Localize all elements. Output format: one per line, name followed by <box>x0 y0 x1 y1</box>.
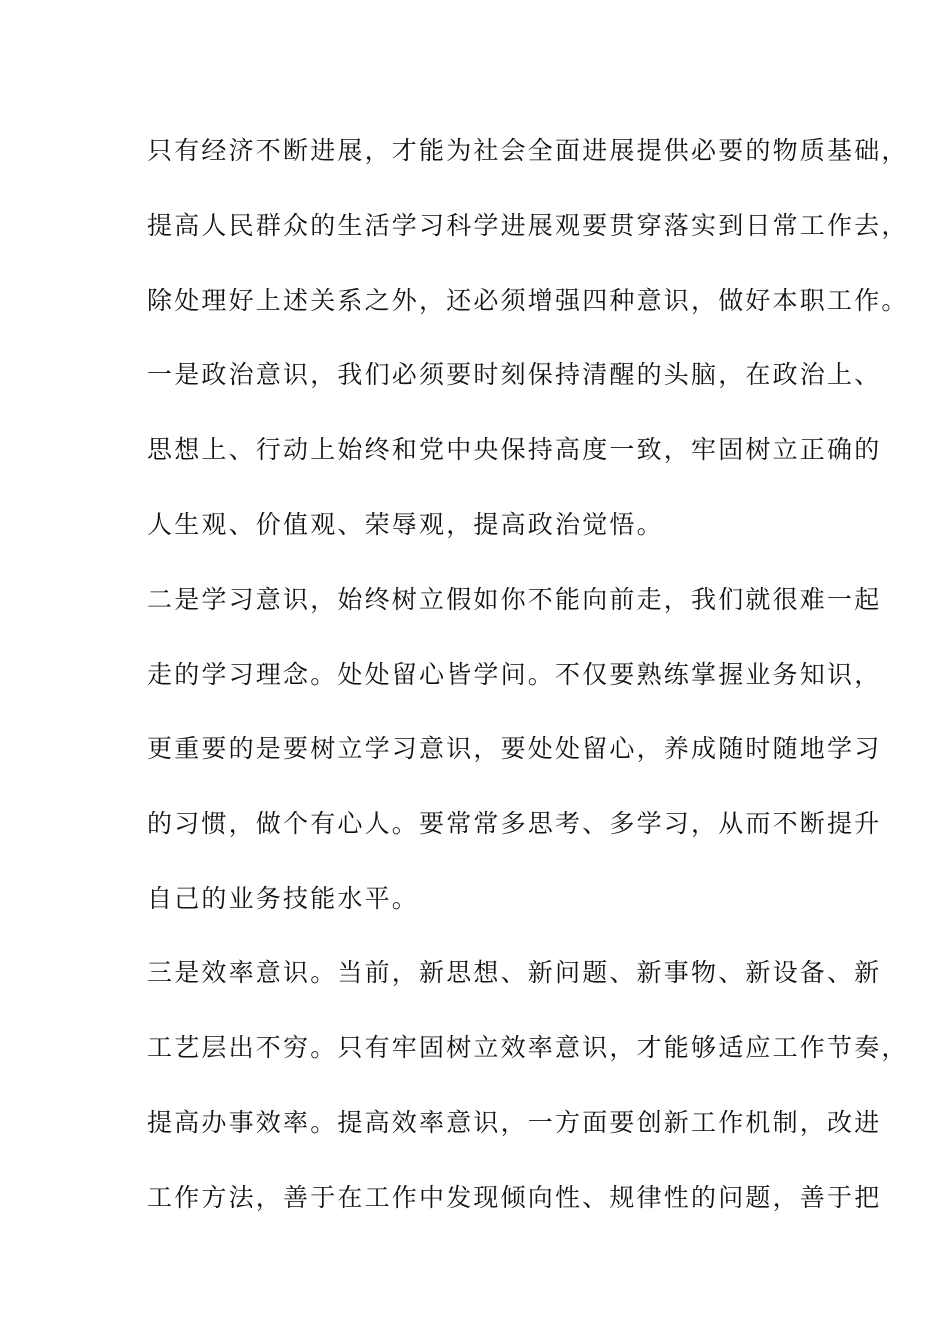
text-line: 的习惯，做个有心人。要常常多思考、多学习，从而不断提升 <box>147 809 882 838</box>
text-line: 提高人民群众的生活学习科学进展观要贯穿落实到日常工作去， <box>147 211 909 240</box>
text-line: 提高办事效率。提高效率意识，一方面要创新工作机制，改进 <box>147 1108 882 1137</box>
text-line: 二是学习意识，始终树立假如你不能向前走，我们就很难一起 <box>147 585 882 614</box>
text-line: 工作方法，善于在工作中发现倾向性、规律性的问题，善于把 <box>147 1183 882 1212</box>
text-line: 除处理好上述关系之外，还必须增强四种意识，做好本职工作。 <box>147 286 909 315</box>
text-line: 更重要的是要树立学习意识，要处处留心，养成随时随地学习 <box>147 734 882 763</box>
text-line: 走的学习理念。处处留心皆学问。不仅要熟练掌握业务知识， <box>147 660 882 689</box>
text-line: 三是效率意识。当前，新思想、新问题、新事物、新设备、新 <box>147 958 882 987</box>
text-line: 自己的业务技能水平。 <box>147 884 420 913</box>
text-line: 思想上、行动上始终和党中央保持高度一致，牢固树立正确的 <box>147 435 882 464</box>
text-line: 人生观、价值观、荣辱观，提高政治觉悟。 <box>147 510 664 539</box>
text-line: 工艺层出不穷。只有牢固树立效率意识，才能够适应工作节奏， <box>147 1033 909 1062</box>
text-line: 一是政治意识，我们必须要时刻保持清醒的头脑，在政治上、 <box>147 360 882 389</box>
text-line: 只有经济不断进展，才能为社会全面进展提供必要的物质基础， <box>147 136 909 165</box>
